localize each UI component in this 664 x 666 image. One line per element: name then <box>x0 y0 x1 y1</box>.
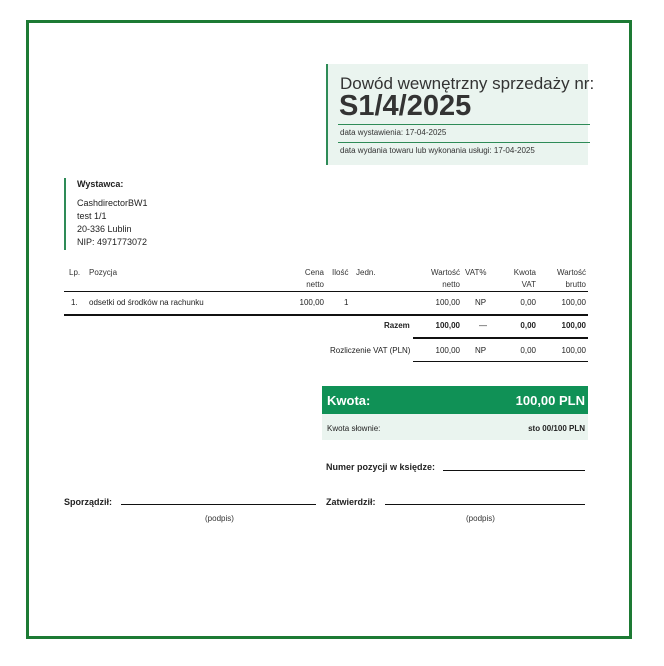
col-header-vat-amount-line2: VAT <box>521 280 536 289</box>
amount-words-bar <box>322 414 588 440</box>
approved-sign-hint: (podpis) <box>466 514 495 523</box>
document-title-box <box>326 64 595 165</box>
col-header-price <box>284 267 324 291</box>
col-header-net-value-line2: netto <box>442 280 460 289</box>
amount-label: Kwota: <box>327 393 371 408</box>
seller-nip: NIP: 4971773072 <box>77 237 148 247</box>
col-header-lp: Lp. <box>69 268 81 277</box>
approved-signature-line <box>385 504 585 505</box>
vat-settlement-vat-amount: 0,00 <box>520 346 536 355</box>
col-header-gross-line1: Wartość <box>556 268 586 277</box>
col-header-vat-amount-line1: Kwota <box>513 268 536 277</box>
prepared-sign-hint: (podpis) <box>205 514 234 523</box>
title-divider <box>338 142 590 143</box>
col-header-price-line2: netto <box>306 280 324 289</box>
table-header-divider <box>64 291 588 292</box>
amount-value: 100,00 PLN <box>515 393 585 408</box>
row-price: 100,00 <box>299 298 324 307</box>
prepared-label: Sporządził: <box>64 497 113 507</box>
vat-settlement-divider <box>413 361 588 362</box>
vat-settlement-gross: 100,00 <box>561 346 586 355</box>
col-header-vat-rate: VAT% <box>465 268 487 277</box>
seller-street: test 1/1 <box>77 211 107 221</box>
col-header-vat-amount <box>498 267 536 291</box>
seller-label: Wystawca: <box>77 179 124 189</box>
vat-settlement-vat-rate: NP <box>475 346 487 355</box>
service-date: data wydania towaru lub wykonania usługi: 17-04-2025 <box>340 146 535 155</box>
seller-name: CashdirectorBW1 <box>77 198 148 208</box>
col-header-net-value <box>418 267 460 291</box>
amount-words-value: sto 00/100 PLN <box>528 424 585 433</box>
col-header-net-value-line1: Wartość <box>430 268 460 277</box>
total-vat-amount: 0,00 <box>520 321 536 330</box>
col-header-gross <box>545 267 586 291</box>
ledger-label: Numer pozycji w księdze: <box>326 462 436 472</box>
col-header-item: Pozycja <box>89 268 118 277</box>
row-gross: 100,00 <box>561 298 586 307</box>
row-lp: 1. <box>71 298 78 307</box>
amount-bar <box>322 386 588 414</box>
total-divider <box>413 337 588 339</box>
col-header-gross-line2: brutto <box>565 280 586 289</box>
vat-settlement-label: Rozliczenie VAT (PLN) <box>330 346 411 355</box>
approved-label: Zatwierdził: <box>326 497 376 507</box>
col-header-unit: Jedn. <box>356 268 376 277</box>
amount-words-label: Kwota słownie: <box>327 424 381 433</box>
row-vat-amount: 0,00 <box>520 298 536 307</box>
total-net-value: 100,00 <box>435 321 460 330</box>
total-gross: 100,00 <box>561 321 586 330</box>
title-divider <box>338 124 590 125</box>
document-number: S1/4/2025 <box>339 90 472 122</box>
row-item: odsetki od środków na rachunku <box>89 298 204 307</box>
ledger-line <box>443 470 585 471</box>
row-net-value: 100,00 <box>435 298 460 307</box>
total-label: Razem <box>384 321 410 330</box>
total-vat-rate: — <box>479 321 487 330</box>
issue-date: data wystawienia: 17-04-2025 <box>340 128 447 137</box>
seller-city: 20-336 Lublin <box>77 224 132 234</box>
table-body-divider <box>64 314 588 316</box>
col-header-price-line1: Cena <box>304 268 324 277</box>
row-vat-rate: NP <box>475 298 487 307</box>
document-heading: Dowód wewnętrzny sprzedaży nr: <box>340 74 595 93</box>
prepared-signature-line <box>121 504 316 505</box>
seller-block <box>64 178 148 250</box>
row-qty: 1 <box>344 298 349 307</box>
col-header-qty: Ilość <box>332 268 349 277</box>
vat-settlement-net-value: 100,00 <box>435 346 460 355</box>
